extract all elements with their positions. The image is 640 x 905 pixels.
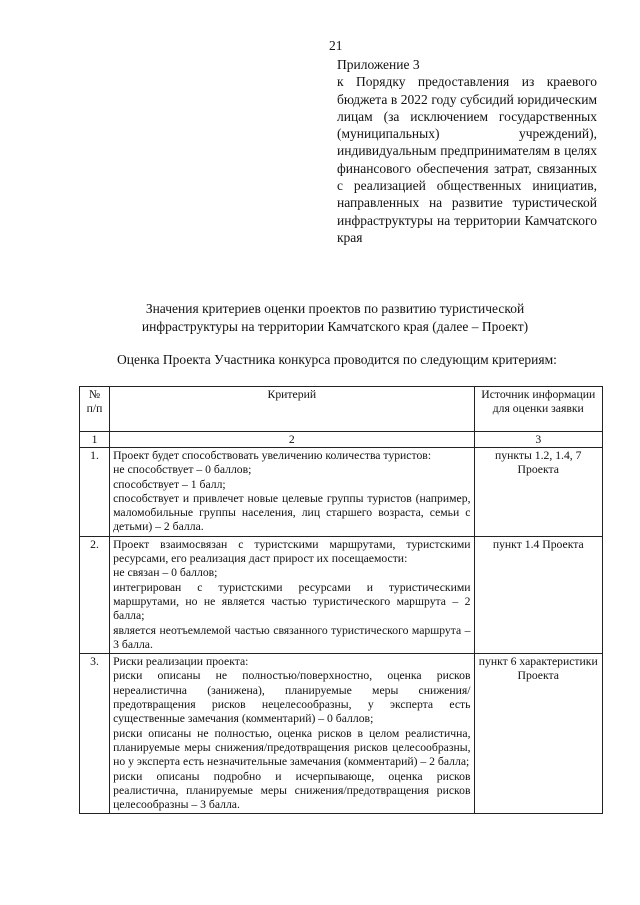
table-row	[80, 448, 603, 537]
index-cell: 3	[474, 432, 603, 448]
row-number: 1.	[80, 448, 110, 537]
criterion-option: способствует – 1 балл;	[113, 477, 226, 491]
header-source: Источник информации для оценки заявки	[474, 387, 603, 432]
appendix-body: к Порядку предоставления из краевого бюджета в 2022 году субсидий юридическим лицам (за исключением государственных (муниципальных) учреждений), индивидуальным предпринимателям в целях финансового обеспечения затрат, связанных с реализацией общественных инициатив, направленных на развитие туристической инфраструктуры на территории Камчатского края	[337, 74, 597, 245]
page-number: 21	[329, 38, 343, 53]
document-title-line-2: инфраструктуры на территории Камчатского края (далее – Проект)	[141, 319, 529, 334]
table-index-row	[80, 432, 603, 448]
criterion-option: интегрирован с туристскими ресурсами и туристическими маршрутами, но не является частью туристического маршрута – 2 балла;	[113, 580, 471, 623]
intro-paragraph: Оценка Проекта Участника конкурса проводится по следующим критериям:	[117, 352, 557, 367]
row-criterion	[110, 536, 474, 653]
document-title-line-1: Значения критериев оценки проектов по развитию туристической	[145, 301, 525, 316]
row-number: 3.	[80, 654, 110, 814]
criterion-title: Проект взаимосвязан с туристскими маршрутами, туристскими ресурсами, его реализация даст прирост их посещаемости:	[113, 537, 471, 566]
table-row	[80, 536, 603, 653]
row-criterion	[110, 654, 474, 814]
criterion-title: Риски реализации проекта:	[113, 655, 249, 669]
criterion-option: способствует и привлечет новые целевые группы туристов (например, маломобильные группы населения, лиц старшего возраста, семьи с детьми) – 2 балла.	[113, 491, 471, 534]
index-cell: 2	[110, 432, 474, 448]
table-header-row	[80, 387, 603, 432]
row-source: пункты 1.2, 1.4, 7 Проекта	[474, 448, 603, 537]
appendix-block	[337, 56, 597, 246]
criterion-option: риски описаны подробно и исчерпывающе, оценка рисков реалистична, планируемые меры снижения/предотвращения рисков целесообразны – 3 балла.	[113, 769, 471, 812]
header-criterion: Критерий	[110, 387, 474, 432]
row-source: пункт 1.4 Проекта	[474, 536, 603, 653]
header-number: № п/п	[80, 387, 110, 432]
appendix-heading: Приложение 3	[337, 57, 420, 72]
index-cell: 1	[80, 432, 110, 448]
criterion-option: риски описаны не полностью/поверхностно, оценка рисков нереалистична (занижена), планируемые меры снижения/предотвращения рисков нецелесообразны, у эксперта есть существенные замечания (комментарий) – 0 баллов;	[113, 669, 471, 726]
criterion-option: не способствует – 0 баллов;	[113, 463, 252, 477]
criterion-title: Проект будет способствовать увеличению количества туристов:	[113, 449, 432, 462]
row-criterion	[110, 448, 474, 537]
document-title	[80, 300, 590, 336]
table-row	[80, 654, 603, 814]
criterion-option: не связан – 0 баллов;	[113, 566, 218, 580]
row-source: пункт 6 характеристики Проекта	[474, 654, 603, 814]
criterion-option: является неотъемлемой частью связанного туристического маршрута – 3 балла.	[113, 623, 471, 651]
criterion-option: риски описаны не полностью, оценка рисков в целом реалистична, планируемые меры снижения/предотвращения рисков целесообразны, но у эксперта есть незначительные замечания (комментарий) – 2 балла;	[113, 726, 471, 769]
criteria-table	[79, 386, 603, 814]
row-number: 2.	[80, 536, 110, 653]
